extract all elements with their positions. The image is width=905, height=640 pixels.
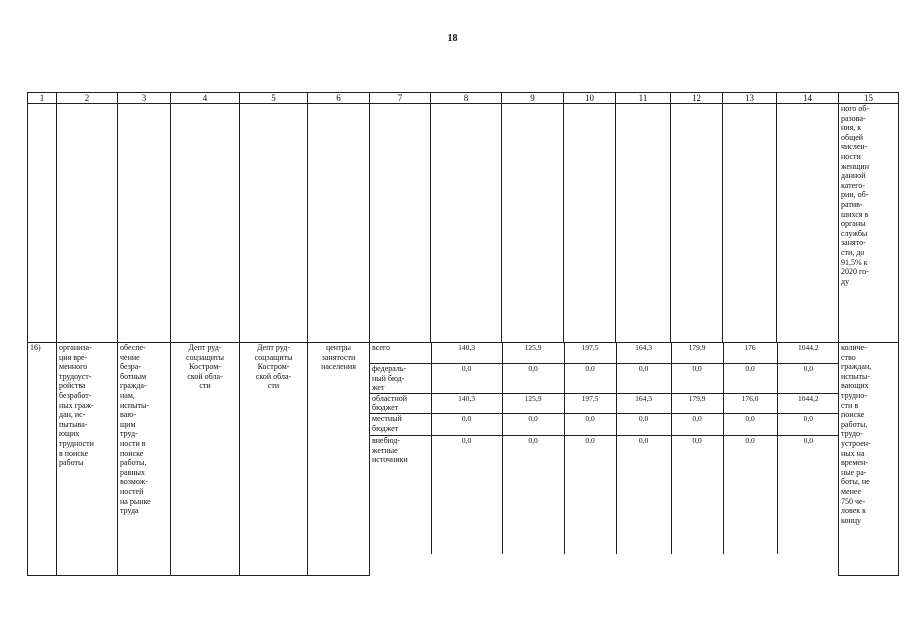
funding-value: 1044,2 [777,393,839,413]
funding-row-local [370,413,839,435]
funding-value: 0,0 [723,413,777,435]
funding-value: 197,5 [564,343,616,364]
header-cell-15: 15 [839,93,899,104]
header-cell-10: 10 [564,93,616,104]
funding-value: 179,9 [671,343,723,364]
funding-value: 0,0 [671,413,723,435]
funding-value: 0,0 [803,435,813,445]
funding-value: 140,3 [431,393,502,413]
funding-block [370,343,839,576]
program-table [27,92,899,576]
event-name: организа- ция вре- менного трудоуст- ройства безработ- ных граж- дан, ис- пытыва- ющих трудности в поиске работы [57,343,118,576]
header-cell-9: 9 [502,93,564,104]
funding-value: 0,0 [616,364,671,394]
funding-value: 125,9 [502,343,564,364]
header-cell-11: 11 [616,93,671,104]
funding-row-regional [370,393,839,413]
header-cell-13: 13 [723,93,777,104]
continuation-row [28,104,899,343]
funding-value: 164,3 [616,393,671,413]
funding-value: 0,0 [616,413,671,435]
expected-result: количе- ство граждан, испыты- вающих трудно- сти в поиске работы, трудо- устроен- ных на времен- ные ра- боты, не менее 750 че- ловек к концу [839,343,899,576]
header-cell-5: 5 [240,93,308,104]
funding-value: 0,0 [616,435,671,554]
funding-row-total [370,343,839,364]
header-cell-12: 12 [671,93,723,104]
funding-row-federal [370,364,839,394]
funding-value: 0,0 [502,435,564,554]
header-cell-7: 7 [370,93,431,104]
funding-row-extrabudgetary [370,435,839,554]
funding-value: 0,0 [564,435,616,554]
funding-value: 0,0 [431,364,502,394]
header-cell-8: 8 [431,93,502,104]
funding-source: федераль- ный бюд- жет [370,364,431,394]
funding-value: 0,0 [723,364,777,394]
header-cell-14: 14 [777,93,839,104]
funding-table [370,343,839,554]
funding-source: всего [370,343,431,364]
funding-value: 0,0 [723,435,777,554]
funding-value: 197,5 [564,393,616,413]
funding-value: 0,0 [564,413,616,435]
header-cell-1: 1 [28,93,57,104]
funding-value: 0,0 [777,364,839,394]
participant: центры занятости населения [308,343,370,576]
executor: Депт руд- соцзащиты Костром- ской обла- сти [240,343,308,576]
funding-value: 164,3 [616,343,671,364]
event-goal: обеспе- чение безра- ботным гражда- нам, испыты- ваю- щим труд- ности в поиске работы, равных возмож- ностей на рынке труда [118,343,171,576]
funding-value: 0,0 [431,413,502,435]
header-cell-2: 2 [57,93,118,104]
funding-value: 125,9 [502,393,564,413]
funding-value: 176 [723,343,777,364]
funding-value: 1044,2 [777,343,839,364]
header-row [28,93,899,104]
funding-value: 0,0 [671,435,723,554]
page-number: 18 [447,33,458,44]
funding-value: 176,0 [723,393,777,413]
funding-value: 0,0 [502,364,564,394]
funding-source: местный бюджет [370,413,431,435]
funding-source: внебюд- жетные источники [370,435,431,554]
funding-source: областной бюджет [370,393,431,413]
funding-value: 0,0 [431,435,502,554]
funding-value: 0,0 [502,413,564,435]
header-cell-6: 6 [308,93,370,104]
funding-value: 140,3 [431,343,502,364]
row-number: 16) [28,343,57,576]
funding-value: 179,9 [671,393,723,413]
continued-result-text: ного об- разова- ния, к общей числен- ности женщин данной катего- рии, об- ратив- шихся в органы службы занято- сти, до 91,5% к 2020 го- ду [839,104,899,343]
header-cell-4: 4 [171,93,240,104]
table-row [28,343,899,576]
funding-value: 0,0 [671,364,723,394]
coordinator: Депт руд- соцзащиты Костром- ской обла- сти [171,343,240,576]
header-cell-3: 3 [118,93,171,104]
funding-value: 0,0 [777,413,839,435]
funding-value: 0,0 [564,364,616,394]
